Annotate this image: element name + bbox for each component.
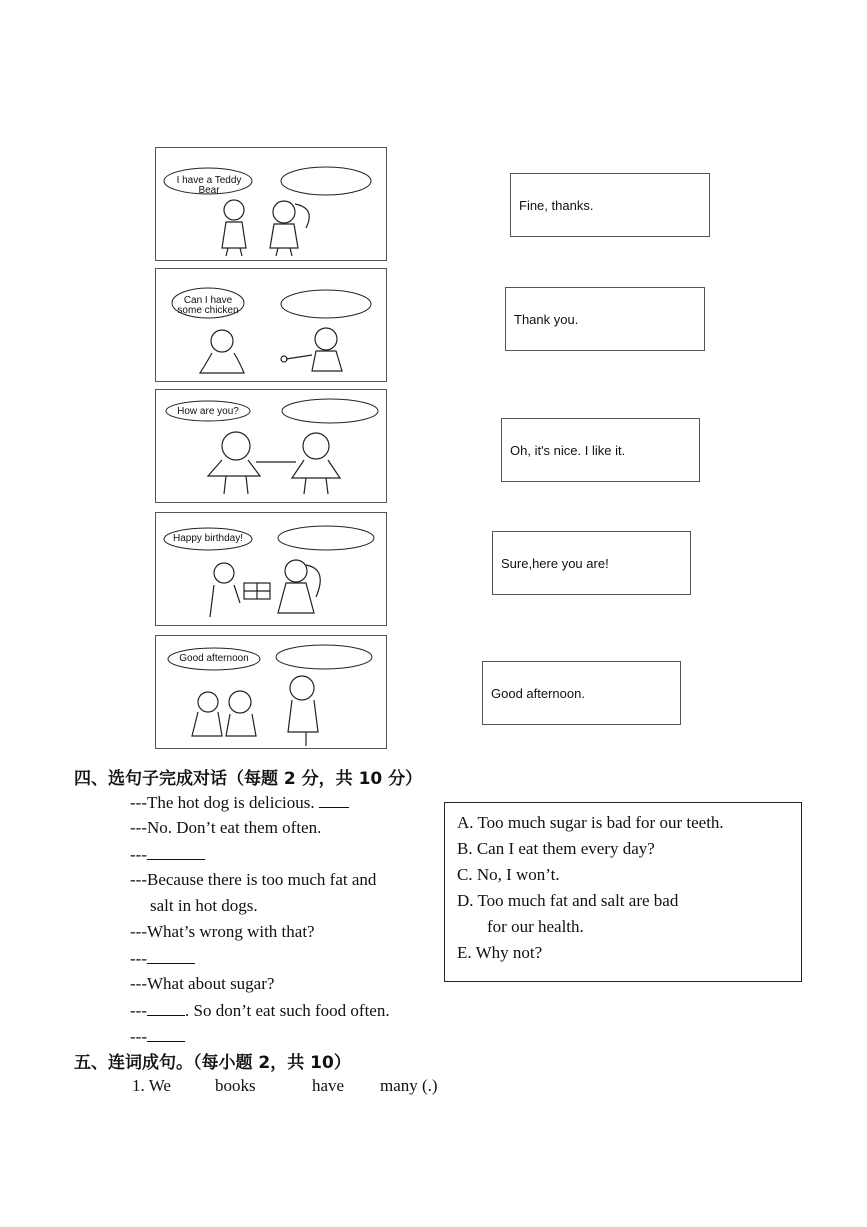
speech-bubble-text: Can I have some chicken	[177, 295, 239, 316]
option-d-continued: for our health.	[487, 917, 584, 936]
answer-box-1: Fine, thanks.	[510, 173, 710, 237]
speech-bubble-text: I have a Teddy Bear	[176, 175, 242, 196]
dialogue-line: ---What about sugar?	[130, 974, 275, 993]
answer-blank[interactable]	[147, 844, 205, 860]
option-d: D. Too much fat and salt are bad	[457, 891, 679, 910]
scrambled-word: have	[312, 1076, 345, 1095]
answer-blank[interactable]	[147, 1026, 185, 1042]
option-e: E. Why not?	[457, 943, 543, 962]
picture-panel-4	[155, 512, 387, 626]
picture-panel-2	[155, 268, 387, 382]
dialogue-line: ---What’s wrong with that?	[130, 922, 315, 941]
speech-bubble-text: Good afternoon	[179, 653, 249, 664]
dialogue-line: salt in hot dogs.	[150, 896, 258, 915]
answer-blank[interactable]	[147, 948, 195, 964]
option-b: B. Can I eat them every day?	[457, 839, 655, 858]
picture-panel-3	[155, 389, 387, 503]
answer-box-5: Good afternoon.	[482, 661, 681, 725]
dialogue-line: ---	[130, 844, 205, 865]
answer-box-2: Thank you.	[505, 287, 705, 351]
speech-bubble-text: How are you?	[177, 406, 239, 417]
section-5-heading: 五、连词成句。（每小题 2，共 10）	[74, 1053, 351, 1073]
scrambled-word: many (.)	[380, 1076, 438, 1095]
section-4-heading: 四、选句子完成对话（每题 2 分，共 10 分）	[74, 769, 423, 789]
picture-panel-1	[155, 147, 387, 261]
cartoon-girls-icon	[156, 269, 388, 383]
speech-bubble-text: Happy birthday!	[172, 533, 244, 544]
options-box	[444, 802, 802, 982]
cartoon-girls-icon	[156, 148, 388, 262]
dialogue-line: ---No. Don’t eat them often.	[130, 818, 322, 837]
dialogue-line: --- . So don’t eat such food often.	[130, 1001, 390, 1020]
dialogue-line: ---The hot dog is delicious.	[130, 792, 349, 813]
picture-panel-5	[155, 635, 387, 749]
dialogue-line: ---	[130, 1026, 185, 1047]
answer-blank[interactable]	[319, 792, 349, 808]
option-c: C. No, I won’t.	[457, 865, 560, 884]
dialogue-line: ---	[130, 948, 195, 969]
scrambled-word: 1. We	[132, 1076, 171, 1095]
dialogue-line: ---Because there is too much fat and	[130, 870, 377, 889]
answer-box-3: Oh, it's nice. I like it.	[501, 418, 700, 482]
answer-box-4: Sure,here you are!	[492, 531, 691, 595]
answer-blank[interactable]	[147, 1000, 185, 1016]
scrambled-word: books	[215, 1076, 256, 1095]
option-a: A. Too much sugar is bad for our teeth.	[457, 813, 724, 832]
cartoon-girls-icon	[156, 513, 388, 627]
